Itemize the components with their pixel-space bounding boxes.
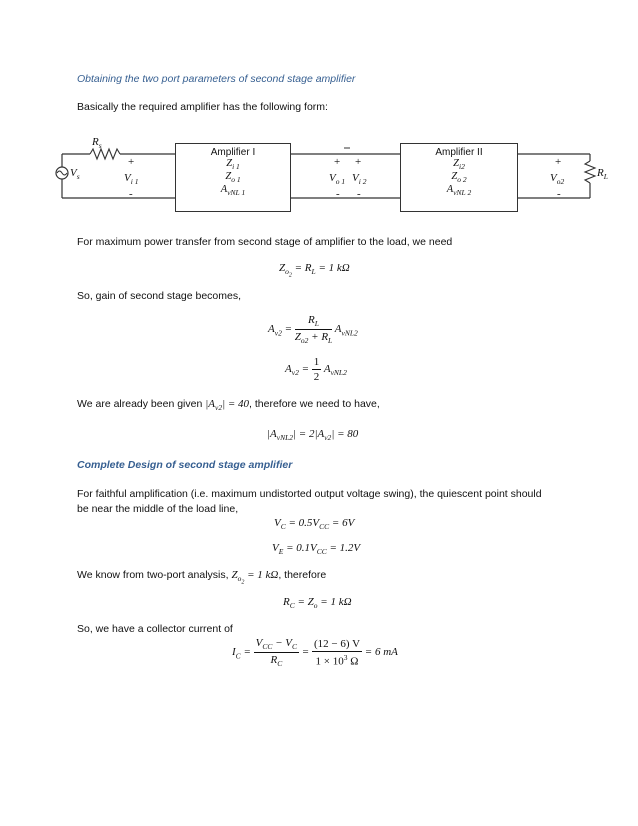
- vi2-plus: +: [355, 156, 362, 168]
- max-power-paragraph: For maximum power transfer from second stage of amplifier to the load, we need: [77, 236, 453, 248]
- rl-label: $R_L$: [597, 167, 608, 182]
- equation-zo2-rl: $Z_{o_2} = R_L = 1$ kΩ: [279, 262, 350, 279]
- vo2-plus: +: [555, 156, 562, 168]
- circuit-wires: [0, 0, 638, 230]
- equation-rc: $R_C = Z_o = 1$ kΩ: [283, 596, 352, 611]
- equation-av2-fraction: $A_{v2}$ = $\frac{R_L}{Z_{o2} + R_L}$ $A_{vNL2}$: [268, 314, 358, 346]
- vo1-minus: -: [336, 188, 340, 200]
- vs-label: $V_s$: [70, 167, 80, 182]
- vo2-minus: -: [557, 188, 561, 200]
- vi2-minus: -: [357, 188, 361, 200]
- amplifier-1-box: [175, 143, 291, 212]
- vi2-label: $V_{i 2}$: [352, 172, 367, 187]
- resistor-rl-icon: [585, 161, 595, 183]
- amplifier-1-zi: $Z_{i 1}$: [226, 158, 240, 172]
- amplifier-1-av: $A_{vNL 1}$: [220, 184, 246, 198]
- amplifier-2-av: $A_{vNL 2}$: [446, 184, 472, 198]
- vi1-minus: -: [129, 188, 133, 200]
- amplifier-2-zo: $Z_{o 2}$: [451, 171, 467, 185]
- equation-avnl2-80: $|A_{vNL2}| = 2|A_{v2}| = 80$: [267, 428, 359, 443]
- intro-paragraph: Basically the required amplifier has the following form:: [77, 101, 328, 113]
- rs-label: $R_s$: [92, 136, 102, 151]
- vi1-label: $V_{i 1}$: [124, 172, 139, 187]
- amplifier-2-box: [400, 143, 518, 212]
- equation-av2-half: $A_{v2}$ = $\frac{1}{2}$ $A_{vNL2}$: [285, 356, 347, 383]
- equation-vc: $V_C = 0.5V_{CC} = 6V$: [274, 517, 355, 532]
- gain-paragraph: So, gain of second stage becomes,: [77, 290, 242, 302]
- collector-current-paragraph: So, we have a collector current of: [77, 623, 233, 635]
- amplifier-2-title: Amplifier II: [435, 147, 483, 158]
- vo1-label: $V_{o 1}$: [329, 172, 346, 187]
- given-gain-paragraph: We are already been given $|A_{v2}| = 40$, therefore we need to have,: [77, 398, 380, 413]
- two-port-analysis-paragraph: We know from two-port analysis, $Z_{o_2} = 1$ kΩ, therefore: [77, 569, 327, 586]
- section-heading-two-port: Obtaining the two port parameters of second stage amplifier: [77, 73, 356, 85]
- vo2-label: $V_{o2}$: [550, 172, 565, 187]
- vo1-plus: +: [334, 156, 341, 168]
- amplifier-1-zo: $Z_{o 1}$: [225, 171, 241, 185]
- faithful-amplification-paragraph: For faithful amplification (i.e. maximum undistorted output voltage swing), the quiescent point should: [77, 488, 542, 500]
- section-heading-design: Complete Design of second stage amplifier: [77, 459, 293, 471]
- amplifier-1-title: Amplifier I: [210, 147, 256, 158]
- faithful-amplification-paragraph-line2: be near the middle of the load line,: [77, 503, 239, 515]
- vi1-plus: +: [128, 156, 135, 168]
- equation-ve: $V_E = 0.1V_{CC} = 1.2V$: [272, 542, 361, 557]
- resistor-rs-icon: [90, 149, 120, 159]
- equation-ic: $I_C$ = $\frac{V_{CC} - V_C}{R_C}$ = $\frac{(12 - 6) V}{1 \times 10^3 \Omega}$ = 6 mA: [232, 637, 398, 669]
- amplifier-2-zi: $Z_{i2}$: [453, 158, 465, 172]
